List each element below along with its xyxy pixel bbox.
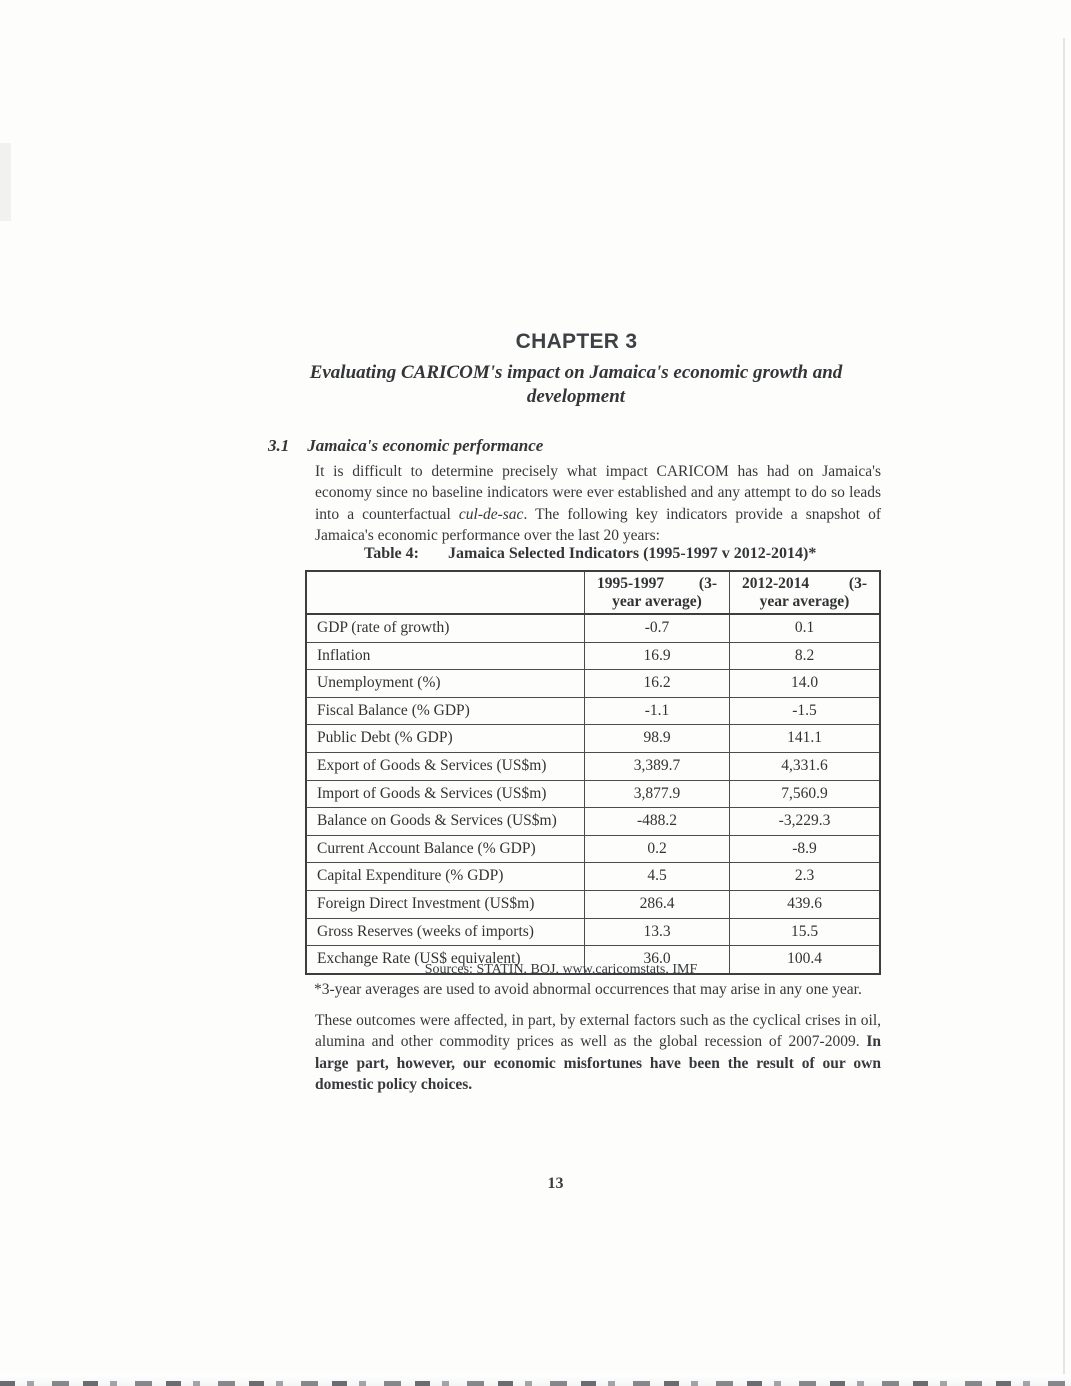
row-value-1995-1997: 3,389.7 [585,753,730,780]
table-row [307,891,879,919]
row-value-2012-2014: -3,229.3 [778,812,831,830]
table-row [307,753,879,781]
row-label: GDP (rate of growth) [307,615,585,642]
intro-text-after: . The following key indicators provide a snapshot of Jamaica's economic performance over the last 20 years: [315,505,881,544]
table-row [307,643,879,671]
row-label: Public Debt (% GDP) [307,725,585,752]
intro-paragraph [315,461,881,546]
row-value-2012-2014: -8.9 [792,839,817,857]
row-label: Import of Goods & Services (US$m) [307,781,585,808]
table-sources [305,962,881,978]
table-row [307,781,879,809]
sources-prefix: Sources: STATIN, BOJ, www. [424,962,596,977]
row-label: Inflation [307,643,585,670]
row-label: Balance on Goods & Services (US$m) [307,808,585,835]
header-line2-2: year average) [759,593,850,610]
row-label: Capital Expenditure (% GDP) [307,863,585,890]
row-value-2012-2014: 0.1 [794,619,815,636]
row-label: Foreign Direct Investment (US$m) [307,891,585,918]
section-number: 3.1 [268,436,290,455]
closing-paragraph [315,1010,881,1095]
table-row [307,670,879,698]
row-value-1995-1997: 13.3 [585,919,730,946]
closing-text-bold: In large part, however, our economic misfortunes have been the result of our own domestic policy choices. [315,1033,881,1093]
header-cell-2012-2014 [730,572,879,613]
section-heading [268,436,543,456]
row-value-2012-2014: 15.5 [790,922,819,940]
row-value-1995-1997: -488.2 [585,808,730,835]
row-value-1995-1997: 16.2 [585,670,730,697]
table-header-row [307,572,879,615]
closing-text-normal: These outcomes were affected, in part, by external factors such as the cyclical crises in oil, alumina and other commodity prices as well as the global recession of 2007-2009. [315,1012,881,1051]
row-value-2012-2014: 7,560.9 [781,784,828,802]
intro-text-before: It is difficult to determine precisely what impact CARICOM has had on Jamaica's economy since no baseline indicators were ever established and any attempt to do so leads into a counterfactual [315,463,881,523]
table-row [307,615,879,643]
row-value-1995-1997: 0.2 [585,836,730,863]
row-label: Exchange Rate (US$ equivalent) [307,946,585,973]
row-value-2012-2014: 14.0 [790,674,819,692]
table-row [307,808,879,836]
indicators-table [305,570,881,975]
table-caption-label: Table 4: [364,545,419,562]
row-value-2012-2014: 439.6 [787,894,822,912]
row-label: Export of Goods & Services (US$m) [307,753,585,780]
row-value-1995-1997: 3,877.9 [585,781,730,808]
section-title: Jamaica's economic performance [307,436,544,455]
row-value-1995-1997: -0.7 [585,615,730,642]
chapter-subtitle: Evaluating CARICOM's impact on Jamaica's economic growth and development [309,362,843,407]
row-value-1995-1997: -1.1 [585,698,730,725]
row-value-1995-1997: 36.0 [585,946,730,973]
header-line2-1: year average) [612,593,702,610]
row-value-1995-1997: 286.4 [585,891,730,918]
row-label: Unemployment (%) [307,670,585,697]
header-range-2: 2012-2014 [742,575,810,592]
caricomstats-link[interactable]: caricomstats [595,962,666,977]
row-label: Gross Reserves (weeks of imports) [307,919,585,946]
table-row [307,919,879,947]
header-suffix-1: (3- [698,575,717,592]
sources-suffix: , IMF [665,962,698,977]
row-value-2012-2014: -1.5 [792,701,817,719]
table-row [307,698,879,726]
table-caption-text: Jamaica Selected Indicators (1995-1997 v 2012-2014)* [447,545,817,562]
intro-text-italic: cul-de-sac [458,505,524,523]
scan-bottom-noise-dashes [0,1381,1071,1386]
table-footnote: *3-year averages are used to avoid abnormal occurrences that may arise in any one year. [314,981,862,998]
row-value-1995-1997: 98.9 [585,725,730,752]
row-value-2012-2014: 141.1 [787,729,822,747]
header-suffix-2: (3- [848,575,867,592]
row-value-1995-1997: 4.5 [585,863,730,890]
row-value-2012-2014: 4,331.6 [781,756,828,774]
header-cell-1995-1997 [585,572,730,613]
header-cell-empty [307,572,585,613]
row-value-2012-2014: 2.3 [794,867,815,885]
table-row [307,725,879,753]
table-caption [364,545,816,563]
table-row [307,863,879,891]
header-range-1: 1995-1997 [597,575,665,592]
row-value-2012-2014: 100.4 [787,950,822,968]
table-body [307,615,879,973]
row-value-1995-1997: 16.9 [585,643,730,670]
chapter-heading: CHAPTER 3 [515,330,638,353]
row-label: Fiscal Balance (% GDP) [307,698,585,725]
page-number: 13 [547,1175,564,1192]
row-label: Current Account Balance (% GDP) [307,836,585,863]
scan-right-edge-line [1063,38,1065,1378]
table-row [307,836,879,864]
row-value-2012-2014: 8.2 [794,646,815,664]
scan-left-edge-smudge [0,143,11,221]
